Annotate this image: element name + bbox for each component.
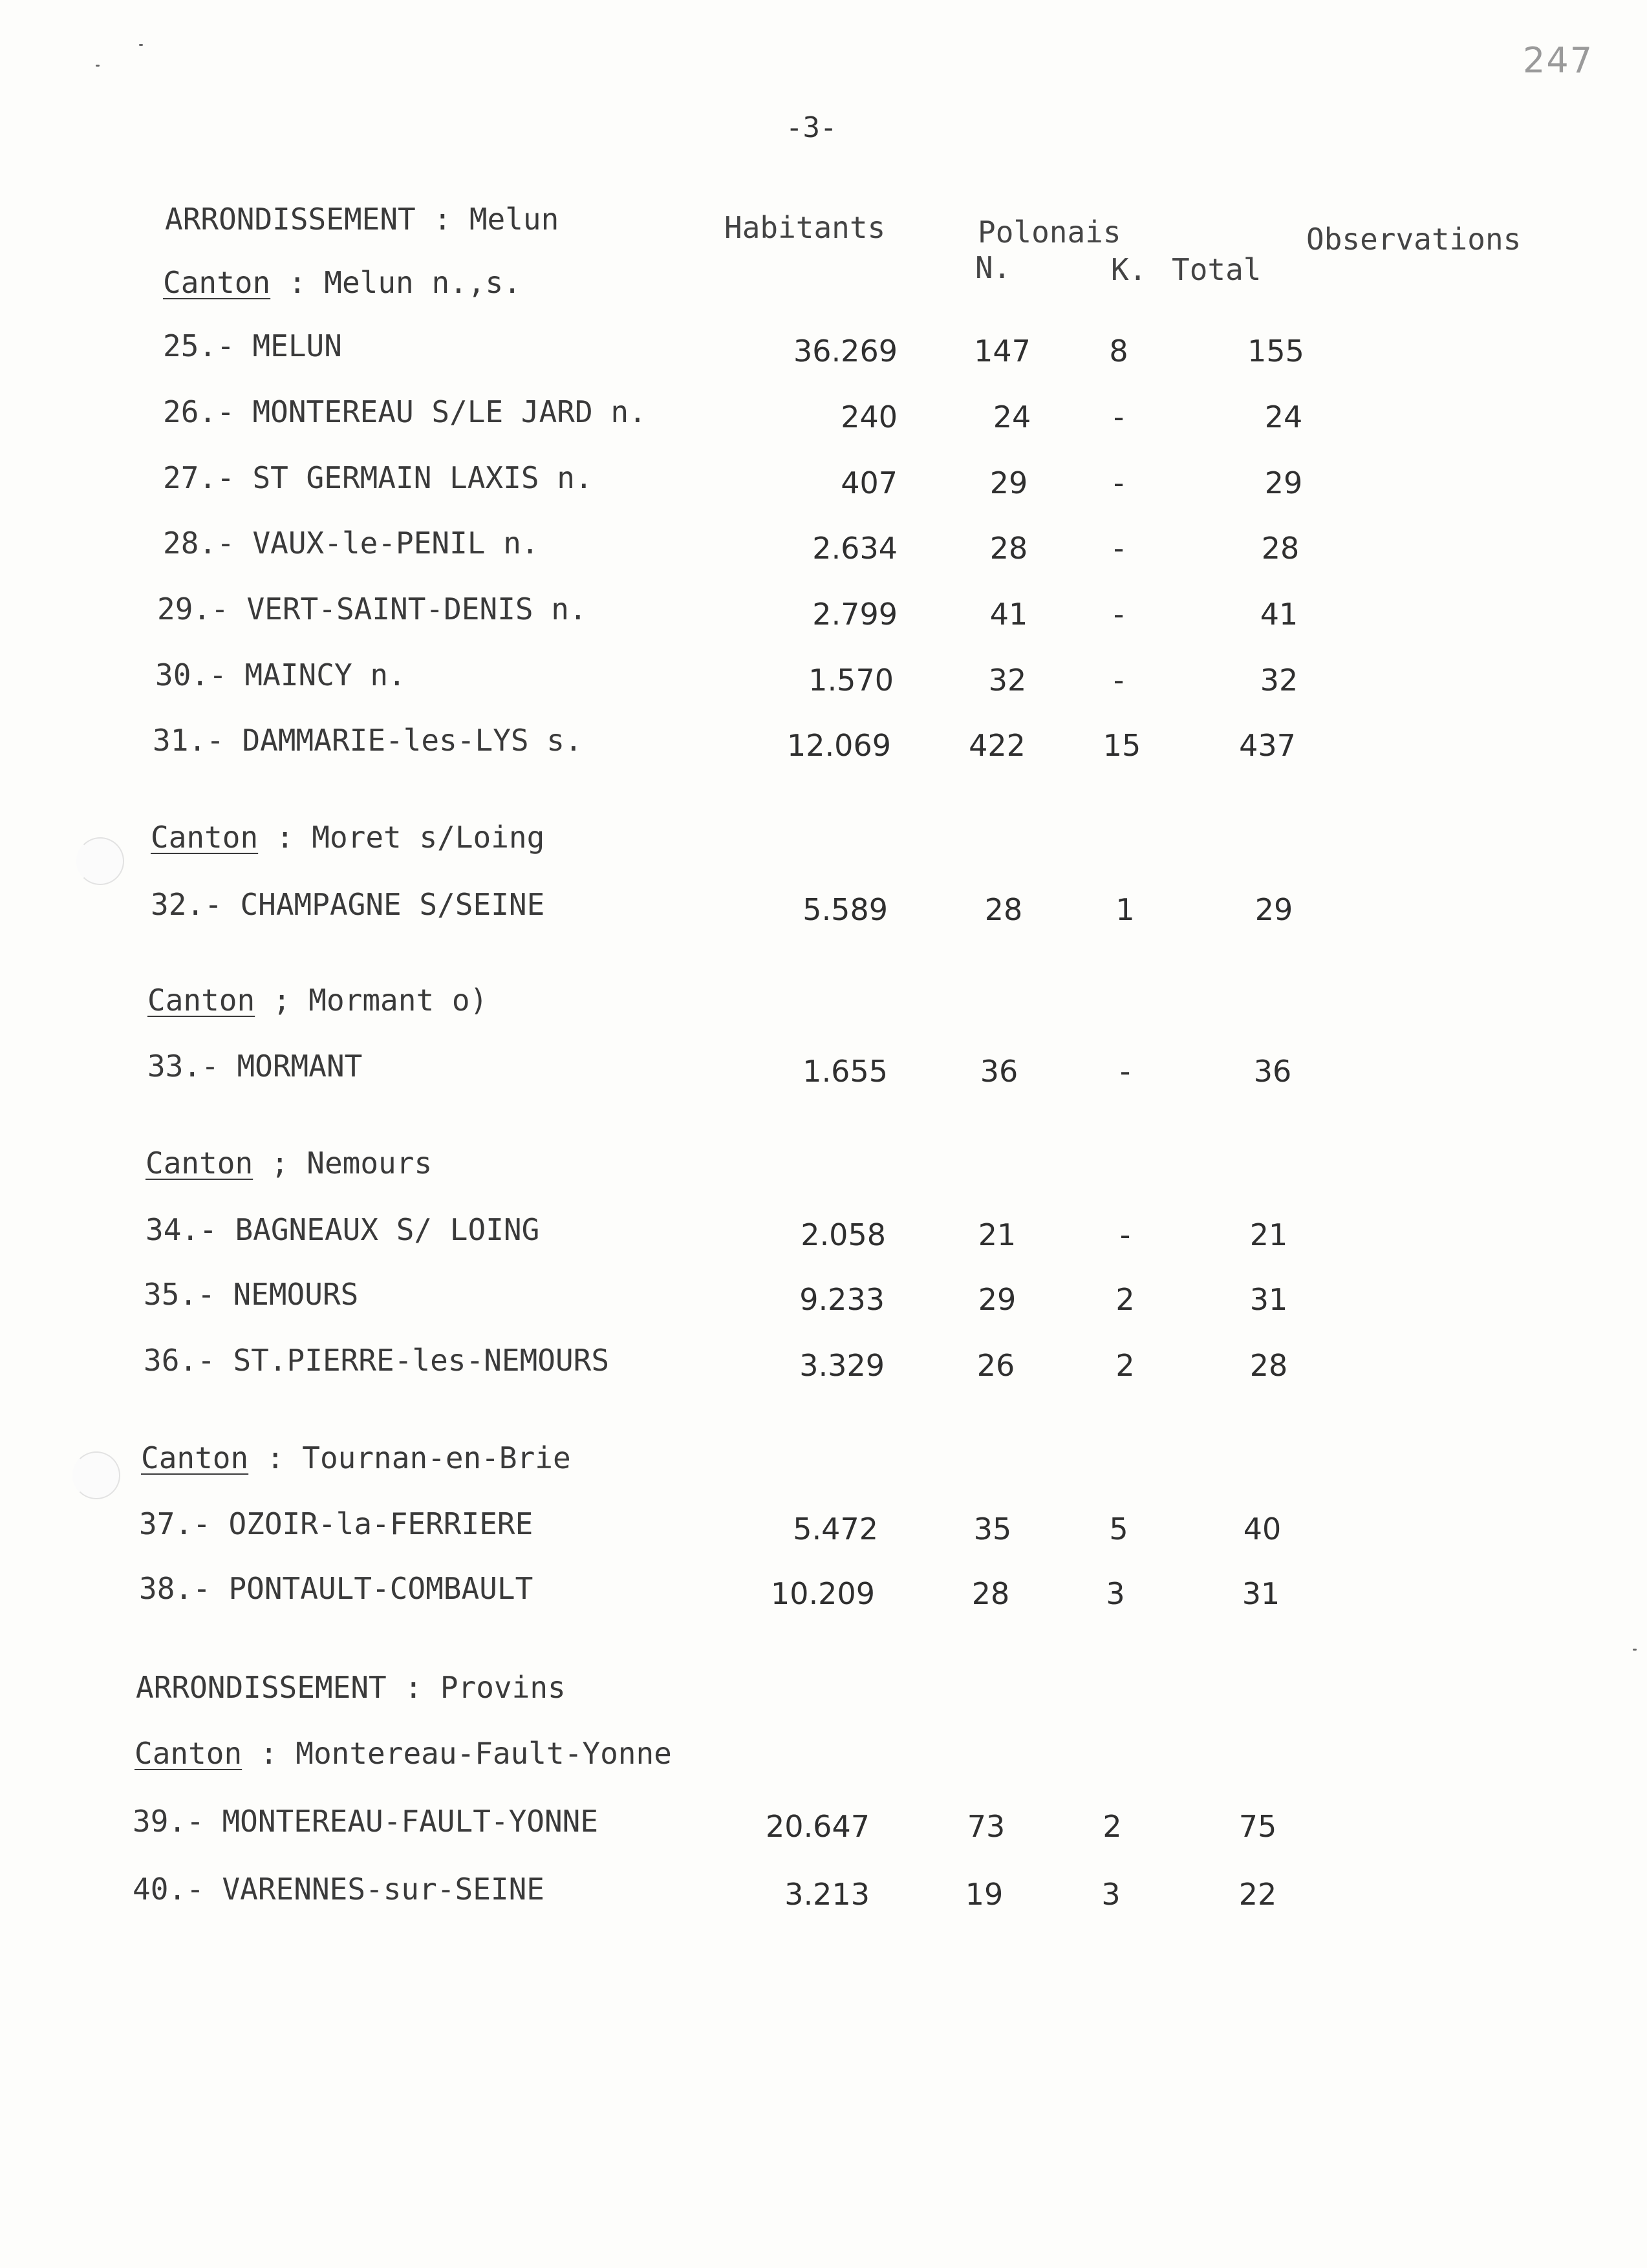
table-row: 33.- MORMANT 1.655 36 - 36 (147, 1049, 1292, 1089)
canton-heading: Canton : Moret s/Loing (151, 820, 545, 855)
table-row: 29.- VERT-SAINT-DENIS n. 2.799 41 - 41 (157, 592, 1298, 632)
table-row: 30.- MAINCY n. 1.570 32 - 32 (155, 658, 1298, 698)
table-row: 26.- MONTEREAU S/LE JARD n. 240 24 - 24 (163, 394, 1303, 434)
dust-speck (1633, 1649, 1637, 1651)
table-row: 37.- OZOIR-la-FERRIERE 5.472 35 5 40 (139, 1506, 1282, 1546)
page-number: -3- (786, 111, 837, 144)
dust-speck (96, 65, 100, 67)
header-observations: Observations (1306, 222, 1522, 257)
header-n: N. (975, 250, 1011, 285)
arrondissement-heading: ARRONDISSEMENT : Provins (136, 1670, 566, 1705)
table-row: 31.- DAMMARIE-les-LYS s. 12.069 422 15 437 (153, 723, 1296, 763)
table-row: 38.- PONTAULT-COMBAULT 10.209 28 3 31 (139, 1571, 1280, 1611)
table-row: 39.- MONTEREAU-FAULT-YONNE 20.647 73 2 75 (133, 1804, 1277, 1844)
canton-heading: Canton : Tournan-en-Brie (141, 1440, 571, 1475)
handwritten-page-number: 247 (1523, 40, 1594, 81)
canton-heading: Canton ; Nemours (145, 1146, 433, 1181)
header-total: Total (1172, 252, 1262, 287)
table-row: 27.- ST GERMAIN LAXIS n. 407 29 - 29 (163, 460, 1303, 500)
table-row: 25.- MELUN 36.269 147 8 155 (163, 328, 1304, 369)
table-row: 28.- VAUX-le-PENIL n. 2.634 28 - 28 (163, 526, 1300, 566)
header-habitants: Habitants (724, 210, 886, 245)
arrondissement-heading: ARRONDISSEMENT : Melun (165, 202, 559, 237)
punch-hole-mark (72, 1451, 120, 1499)
header-k: K. (1111, 252, 1147, 287)
table-row: 40.- VARENNES-sur-SEINE 3.213 19 3 22 (133, 1872, 1277, 1912)
table-row: 34.- BAGNEAUX S/ LOING 2.058 21 - 21 (145, 1212, 1288, 1252)
table-row: 35.- NEMOURS 9.233 29 2 31 (144, 1277, 1288, 1317)
punch-hole-mark (76, 837, 124, 885)
table-row: 32.- CHAMPAGNE S/SEINE 5.589 28 1 29 (151, 887, 1293, 927)
canton-heading: Canton ; Mormant o) (147, 983, 488, 1018)
header-polonais: Polonais (978, 215, 1121, 250)
canton-heading: Canton : Montereau-Fault-Yonne (135, 1736, 672, 1771)
dust-speck (139, 44, 143, 46)
canton-heading: Canton : Melun n.,s. (163, 265, 521, 300)
table-row: 36.- ST.PIERRE-les-NEMOURS 3.329 26 2 28 (144, 1343, 1288, 1383)
